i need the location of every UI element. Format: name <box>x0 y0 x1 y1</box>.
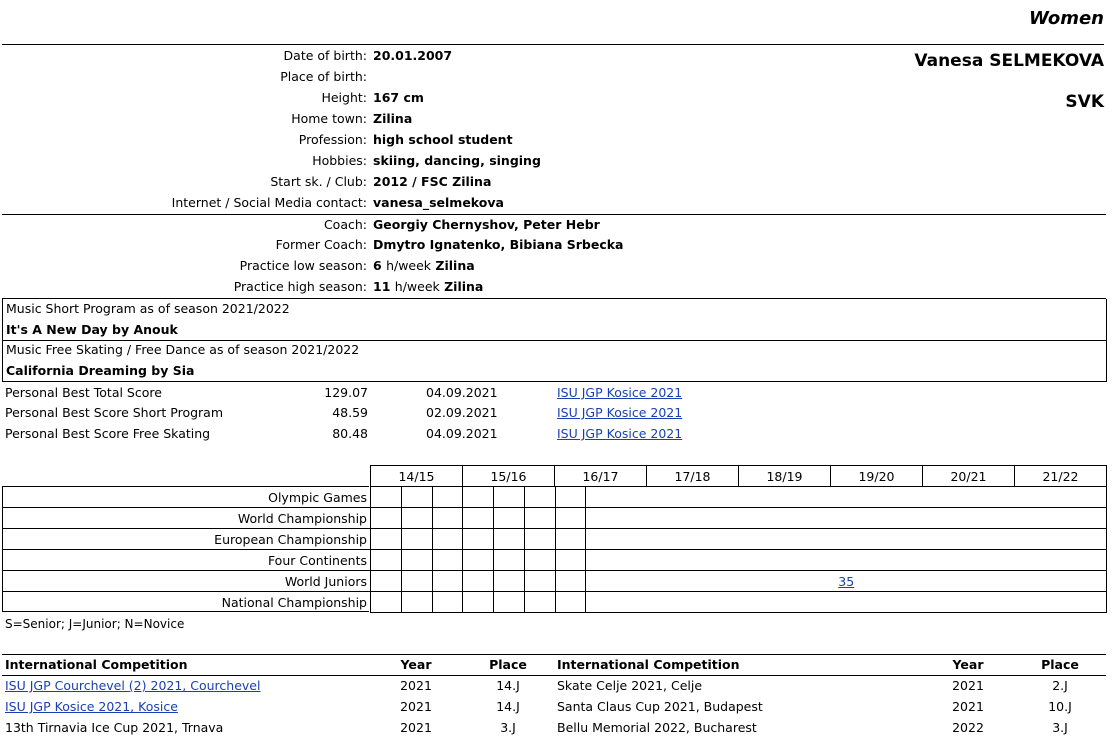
season-header: 17/18 <box>647 466 739 487</box>
result-cell <box>494 571 525 592</box>
result-cell <box>494 550 525 571</box>
bio-label-height: Height: <box>321 90 367 105</box>
result-cell <box>371 592 402 613</box>
season-header: 14/15 <box>371 466 463 487</box>
pb-total-score: 129.07 <box>324 385 368 400</box>
comp-left-link[interactable]: ISU JGP Kosice 2021, Kosice <box>5 699 178 714</box>
comp-left-place: 3.J <box>500 720 516 735</box>
music-section <box>2 298 1106 383</box>
competitions-header-divider <box>2 675 1106 676</box>
practice-high-place: Zilina <box>444 279 484 294</box>
bio-value-club: 2012 / FSC Zilina <box>373 174 492 189</box>
comp-left-name: 13th Tirnavia Ice Cup 2021, Trnava <box>5 720 224 735</box>
comp-header-name-left: International Competition <box>5 657 188 672</box>
result-cell <box>463 571 494 592</box>
bio-value-profession: high school student <box>373 132 513 147</box>
music-fs-title: California Dreaming by Sia <box>6 363 195 378</box>
bio-value-hobbies: skiing, dancing, singing <box>373 153 541 168</box>
music-fs-label: Music Free Skating / Free Dance as of season 2021/2022 <box>6 342 360 357</box>
pb-fs-date: 04.09.2021 <box>426 426 498 441</box>
header-divider <box>2 44 1104 45</box>
comp-right-place: 2.J <box>1052 678 1068 693</box>
pb-sp-score: 48.59 <box>332 405 368 420</box>
result-cell <box>401 592 432 613</box>
result-cell <box>371 508 402 529</box>
result-cell <box>555 550 586 571</box>
result-cell <box>371 529 402 550</box>
comp-header-place-right: Place <box>1041 657 1079 672</box>
practice-high-value <box>373 279 483 294</box>
result-cell <box>463 529 494 550</box>
bio-label-dob: Date of birth: <box>283 48 367 63</box>
result-cell <box>586 508 1107 529</box>
bio-divider <box>2 214 1106 215</box>
comp-left-place: 14.J <box>496 699 520 714</box>
comp-left-link[interactable]: ISU JGP Courchevel (2) 2021, Courchevel <box>5 678 261 693</box>
result-cell <box>432 550 463 571</box>
results-row-world-juniors: World Juniors <box>284 574 367 589</box>
result-cell <box>401 508 432 529</box>
result-cell <box>555 508 586 529</box>
result-cell <box>524 592 555 613</box>
bio-label-pob: Place of birth: <box>280 69 367 84</box>
coach-value: Georgiy Chernyshov, Peter Hebr <box>373 217 600 232</box>
result-cell <box>463 550 494 571</box>
practice-low-hours: 6 <box>373 258 382 273</box>
result-cell <box>494 487 525 508</box>
bio-label-profession: Profession: <box>298 132 367 147</box>
result-cell <box>463 508 494 529</box>
athlete-name: Vanesa SELMEKOVA <box>914 51 1104 71</box>
results-table <box>370 486 1107 613</box>
result-cell <box>432 592 463 613</box>
comp-right-name: Skate Celje 2021, Celje <box>557 678 703 693</box>
row-divider <box>2 591 370 592</box>
comp-header-year-right: Year <box>952 657 984 672</box>
result-cell <box>586 529 1107 550</box>
result-cell <box>401 571 432 592</box>
result-cell <box>586 487 1107 508</box>
result-cell <box>494 508 525 529</box>
world-juniors-result-link[interactable]: 35 <box>838 573 855 589</box>
season-header: 19/20 <box>831 466 923 487</box>
row-divider <box>2 528 370 529</box>
pb-sp-date: 02.09.2021 <box>426 405 498 420</box>
result-cell <box>586 592 1107 613</box>
comp-right-place: 10.J <box>1048 699 1072 714</box>
comp-left-year: 2021 <box>400 699 432 714</box>
pb-fs-score: 80.48 <box>332 426 368 441</box>
former-coach-value: Dmytro Ignatenko, Bibiana Srbecka <box>373 237 624 252</box>
result-cell <box>432 508 463 529</box>
result-cell <box>432 571 463 592</box>
result-cell <box>586 550 1107 571</box>
result-cell <box>555 529 586 550</box>
practice-low-label: Practice low season: <box>239 258 367 273</box>
result-cell <box>555 571 586 592</box>
table-row <box>371 487 1107 508</box>
pb-fs-event-link[interactable]: ISU JGP Kosice 2021 <box>557 426 683 441</box>
result-cell <box>371 487 402 508</box>
bio-label-club: Start sk. / Club: <box>270 174 367 189</box>
coach-label: Coach: <box>323 217 367 232</box>
result-cell <box>401 529 432 550</box>
pb-total-event-link[interactable]: ISU JGP Kosice 2021 <box>557 385 683 400</box>
result-cell <box>463 487 494 508</box>
bio-label-social: Internet / Social Media contact: <box>171 195 367 210</box>
practice-high-label: Practice high season: <box>233 279 367 294</box>
result-cell <box>401 550 432 571</box>
results-row-four-continents: Four Continents <box>267 553 367 568</box>
results-row-worlds: World Championship <box>237 511 367 526</box>
result-cell <box>555 487 586 508</box>
comp-right-year: 2022 <box>952 720 984 735</box>
comp-header-year-left: Year <box>400 657 432 672</box>
music-fs-box <box>2 340 1107 382</box>
result-cell <box>401 487 432 508</box>
season-header: 20/21 <box>923 466 1015 487</box>
category-title: Women <box>1028 8 1104 29</box>
comp-right-name: Bellu Memorial 2022, Bucharest <box>557 720 757 735</box>
pb-total-label: Personal Best Total Score <box>5 385 162 400</box>
row-divider <box>2 507 370 508</box>
result-cell <box>432 529 463 550</box>
result-cell <box>494 592 525 613</box>
bio-value-social: vanesa_selmekova <box>373 195 504 210</box>
music-sp-box <box>2 299 1107 341</box>
comp-right-year: 2021 <box>952 678 984 693</box>
comp-left-place: 14.J <box>496 678 520 693</box>
pb-sp-event-link[interactable]: ISU JGP Kosice 2021 <box>557 405 683 420</box>
athlete-nation: SVK <box>1065 92 1104 112</box>
result-cell <box>555 592 586 613</box>
practice-low-value <box>373 258 475 273</box>
level-legend: S=Senior; J=Junior; N=Novice <box>5 617 185 631</box>
comp-right-year: 2021 <box>952 699 984 714</box>
comp-right-place: 3.J <box>1052 720 1068 735</box>
result-cell <box>524 550 555 571</box>
results-row-olympics: Olympic Games <box>268 490 367 505</box>
music-sp-title: It's A New Day by Anouk <box>6 322 178 337</box>
comp-left-year: 2021 <box>400 720 432 735</box>
music-sp-label: Music Short Program as of season 2021/2022 <box>6 301 290 316</box>
practice-high-hours: 11 <box>373 279 391 294</box>
comp-left-year: 2021 <box>400 678 432 693</box>
row-divider <box>2 570 370 571</box>
season-header-table <box>370 465 1107 487</box>
pb-total-date: 04.09.2021 <box>426 385 498 400</box>
former-coach-label: Former Coach: <box>275 237 367 252</box>
practice-low-unit: h/week <box>386 258 432 273</box>
bio-value-hometown: Zilina <box>373 111 413 126</box>
table-row <box>371 592 1107 613</box>
result-cell <box>494 529 525 550</box>
bio-value-height: 167 cm <box>373 90 424 105</box>
practice-low-place: Zilina <box>435 258 475 273</box>
result-cell <box>463 592 494 613</box>
comp-header-name-right: International Competition <box>557 657 740 672</box>
row-divider <box>2 549 370 550</box>
result-cell-link[interactable] <box>586 571 1107 592</box>
table-row <box>371 529 1107 550</box>
bio-label-hometown: Home town: <box>291 111 367 126</box>
result-cell <box>524 487 555 508</box>
pb-sp-label: Personal Best Score Short Program <box>5 405 224 420</box>
pb-fs-label: Personal Best Score Free Skating <box>5 426 211 441</box>
practice-high-unit: h/week <box>394 279 440 294</box>
season-header: 18/19 <box>739 466 831 487</box>
bio-value-dob: 20.01.2007 <box>373 48 453 63</box>
result-cell <box>524 529 555 550</box>
result-cell <box>371 571 402 592</box>
table-row <box>371 571 1107 592</box>
comp-header-place-left: Place <box>489 657 527 672</box>
result-cell <box>371 550 402 571</box>
competitions-top-divider <box>2 654 1106 655</box>
season-header: 16/17 <box>555 466 647 487</box>
season-header: 21/22 <box>1015 466 1107 487</box>
results-row-nationals: National Championship <box>221 595 367 610</box>
result-cell <box>524 571 555 592</box>
table-row <box>371 550 1107 571</box>
result-cell <box>432 487 463 508</box>
table-row <box>371 508 1107 529</box>
comp-right-name: Santa Claus Cup 2021, Budapest <box>557 699 763 714</box>
result-cell <box>524 508 555 529</box>
bio-label-hobbies: Hobbies: <box>312 153 367 168</box>
results-row-europeans: European Championship <box>214 532 367 547</box>
season-header: 15/16 <box>463 466 555 487</box>
